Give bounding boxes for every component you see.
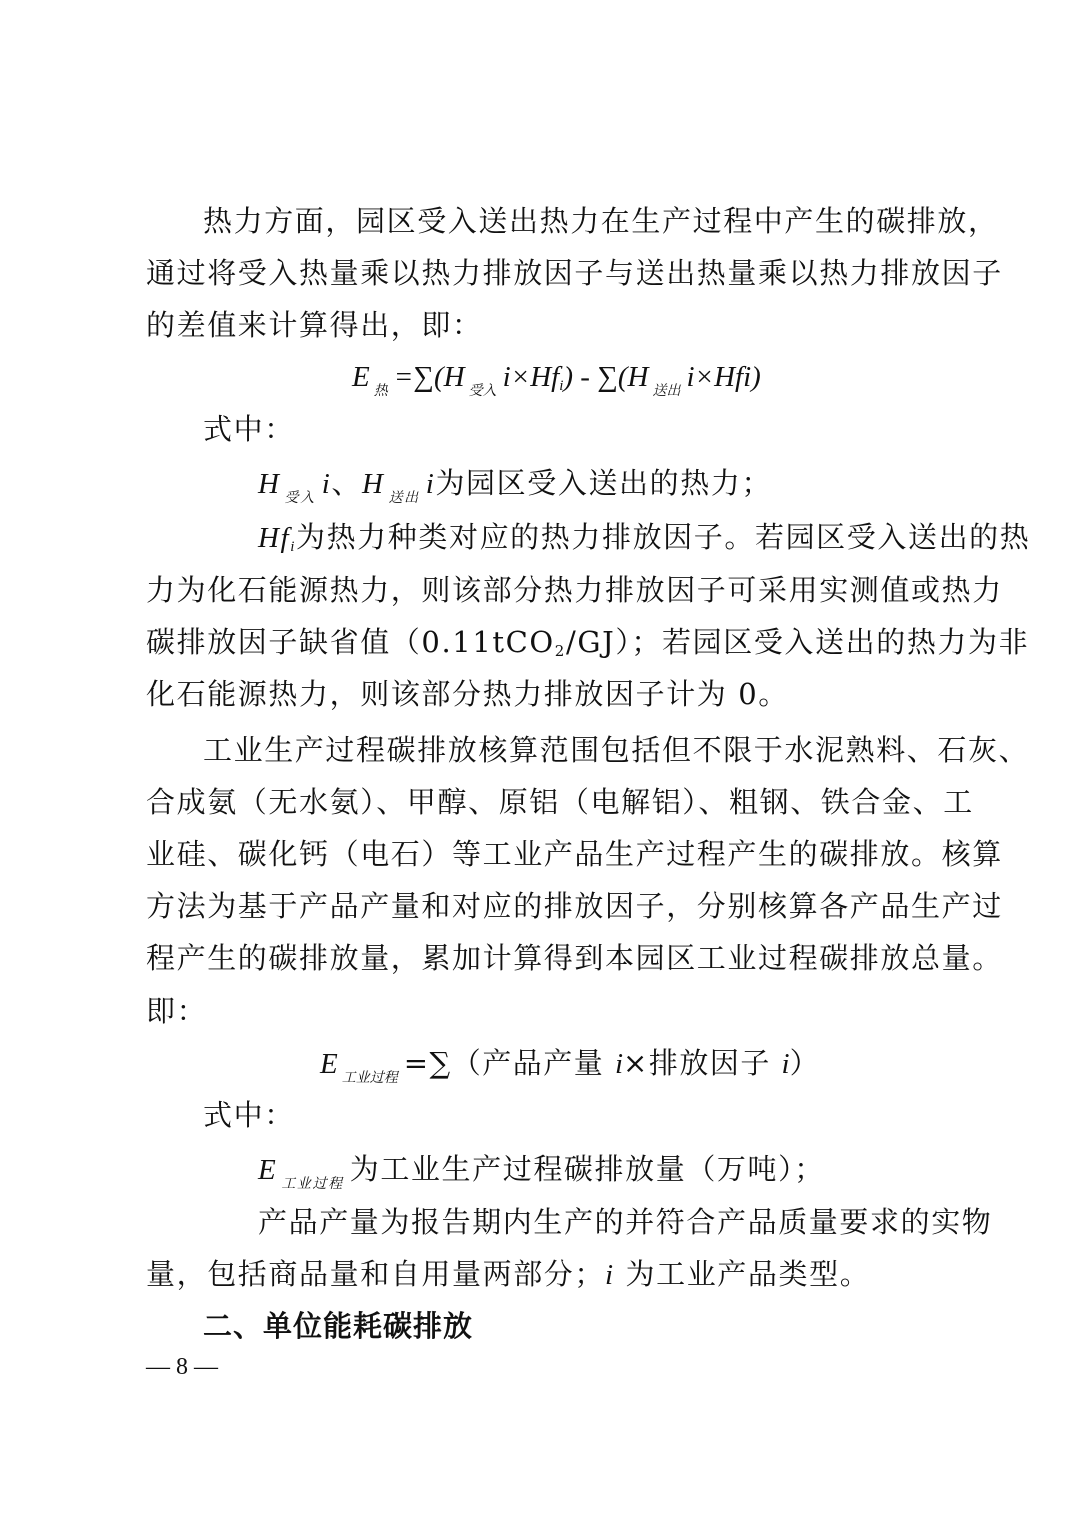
def4-line2-b: 为工业产品类型。 — [614, 1257, 871, 1291]
formula-eq: =∑(H — [393, 361, 465, 393]
paragraph2-line2: 合成氨（无水氨）、甲醇、原铝（电解铝）、粗钢、铁合金、工 — [146, 785, 974, 819]
formula2-i2: i — [781, 1048, 790, 1080]
definition-hf-line3 — [146, 625, 1030, 668]
where-label-1: 式中： — [203, 412, 295, 446]
def-hf-line3-sub: 2 — [554, 642, 566, 660]
formula-mul1-sub: i — [559, 378, 564, 394]
paragraph2-line3: 业硅、碳化钙（电石）等工业产品生产过程产生的碳排放。核算 — [146, 837, 1003, 871]
paragraph1-line1: 热力方面，园区受入送出热力在生产过程中产生的碳排放， — [203, 204, 999, 238]
def-hf-line3-a: 碳排放因子缺省值（0.11tCO — [146, 625, 555, 659]
formula2-e: E — [320, 1048, 338, 1080]
def-h1: H — [258, 468, 281, 500]
def-hf-sub: i — [290, 539, 296, 555]
formula-e-sub: 热 — [373, 384, 388, 399]
formula-i2: i — [686, 361, 695, 393]
formula-e: E — [352, 361, 370, 393]
def3-e: E — [258, 1154, 278, 1186]
def-h2-sub: 送出 — [388, 490, 420, 506]
formula2-eq: =∑（产品产量 — [403, 1046, 615, 1080]
formula2-e-sub: 工业过程 — [341, 1071, 398, 1086]
formula-heat — [352, 360, 761, 409]
paragraph2-line6: 即： — [146, 994, 208, 1028]
paragraph2-line1: 工业生产过程碳排放核算范围包括但不限于水泥熟料、石灰、 — [203, 733, 1030, 767]
def-hf-text: 为热力种类对应的热力排放因子。若园区受入送出的热 — [295, 520, 1031, 554]
paragraph2-line5: 程产生的碳排放量，累加计算得到本园区工业过程碳排放总量。 — [146, 941, 1003, 975]
where-label-2: 式中： — [203, 1098, 295, 1132]
def3-e-sub: 工业过程 — [281, 1176, 344, 1192]
formula-industrial — [320, 1046, 819, 1096]
def-i1: i — [321, 468, 332, 500]
formula2-close: ） — [789, 1046, 819, 1080]
def-i2: i — [425, 468, 436, 500]
def4-line2-a: 量，包括商品量和自用量两部分； — [146, 1257, 606, 1291]
formula-h-sub2: 送出 — [652, 384, 681, 399]
formula-h-sub1: 受入 — [468, 384, 497, 399]
definition-hf-line4: 化石能源热力，则该部分热力排放因子计为 0。 — [146, 677, 789, 711]
definition-e-industrial — [258, 1152, 946, 1201]
def-hf-line3-b: /GJ）；若园区受入送出的热力为非 — [565, 625, 1030, 659]
formula-i1: i — [502, 361, 511, 393]
paragraph1-line2: 通过将受入热量乘以热力排放因子与送出热量乘以热力排放因子 — [146, 256, 1003, 290]
paragraph2-line4: 方法为基于产品产量和对应的排放因子，分别核算各产品生产过 — [146, 889, 1003, 923]
def4-line2-i: i — [605, 1259, 615, 1291]
formula-tail: ×Hfi) — [694, 361, 761, 393]
paragraph1-line3: 的差值来计算得出，即： — [146, 308, 483, 342]
def-h1-sub: 受入 — [284, 490, 316, 506]
definition-h — [258, 466, 946, 515]
section-heading: 二、单位能耗碳排放 — [203, 1309, 474, 1343]
formula-mul1: ×Hf — [510, 361, 560, 393]
formula2-i1: i — [614, 1048, 624, 1080]
formula-close1: ) - ∑(H — [563, 361, 649, 393]
def-h-text: 为园区受入送出的热力； — [435, 466, 773, 500]
definition-product-line1: 产品产量为报告期内生产的并符合产品质量要求的实物 — [258, 1205, 993, 1239]
definition-product-line2 — [146, 1257, 946, 1292]
formula2-mid: ×排放因子 — [623, 1046, 782, 1080]
page-number: — 8 — — [146, 1354, 218, 1380]
definition-hf-line1 — [258, 520, 1031, 564]
def-sep: 、 — [331, 466, 363, 500]
def-hf: Hf — [258, 522, 291, 554]
def3-text: 为工业生产过程碳排放量（万吨）； — [349, 1152, 825, 1186]
definition-hf-line2: 力为化石能源热力，则该部分热力排放因子可采用实测值或热力 — [146, 573, 1003, 607]
def-h2: H — [362, 468, 385, 500]
